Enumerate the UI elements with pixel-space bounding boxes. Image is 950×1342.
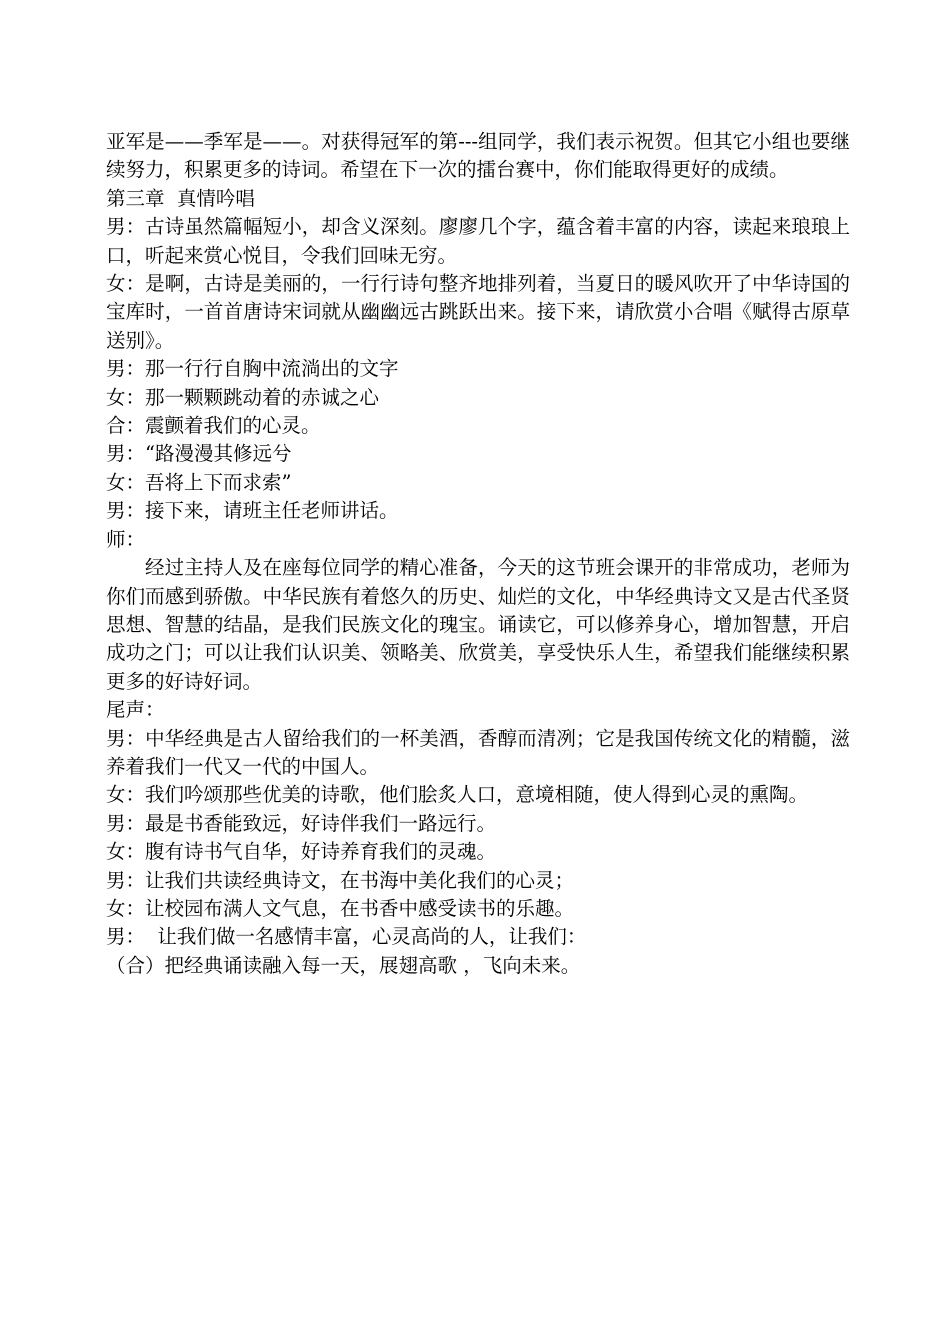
teacher-label: 师： — [106, 527, 146, 551]
paragraph-female-1: 女：是啊，古诗是美丽的，一行行诗句整齐地排列着，当夏日的暖风吹开了中华诗国的宝库时，一首首唐诗宋词就从幽幽远古跳跃出来。接下来，请欣赏小合唱《赋得古原草送别》。 — [106, 272, 850, 352]
line-male-2: 男：那一行行自胸中流淌出的文字 — [106, 357, 399, 381]
line-female-6: 女：腹有诗书气自华，好诗养育我们的灵魂。 — [106, 840, 497, 864]
paragraph-teacher-speech: 经过主持人及在座每位同学的精心准备，今天的这节班会课开的非常成功，老师为你们而感到骄傲。中华民族有着悠久的历史、灿烂的文化，中华经典诗文又是古代圣贤思想、智慧的结晶，是我们民族文化的瑰宝。诵读它，可以修养身心，增加智慧，开启成功之门；可以让我们认识美、领略美、欣赏美，享受快乐人生，希望我们能继续积累更多的好诗好词。 — [106, 556, 850, 693]
line-female-3: 女：吾将上下而求索” — [106, 470, 292, 494]
line-male-6: 男：最是书香能致远，好诗伴我们一路远行。 — [106, 811, 497, 835]
document-page — [106, 128, 850, 980]
line-male-8: 男： 让我们做一名感情丰富，心灵高尚的人，让我们： — [106, 925, 587, 949]
line-together-1: 合：震颤着我们的心灵。 — [106, 414, 321, 438]
chapter-heading: 第三章 真情吟唱 — [106, 186, 255, 210]
epilogue-heading: 尾声： — [106, 698, 165, 722]
paragraph-female-5: 女：我们吟颂那些优美的诗歌，他们脍炙人口，意境相随，使人得到心灵的熏陶。 — [106, 783, 809, 807]
paragraph-results: 亚军是——季军是——。对获得冠军的第---组同学，我们表示祝贺。但其它小组也要继续努力，积累更多的诗词。希望在下一次的擂台赛中，你们能取得更好的成绩。 — [106, 130, 850, 182]
paragraph-male-1: 男：古诗虽然篇幅短小，却含义深刻。廖廖几个字，蕴含着丰富的内容，读起来琅琅上口，听起来赏心悦目，令我们回味无穷。 — [106, 215, 850, 267]
line-female-2: 女：那一颗颗跳动着的赤诚之心 — [106, 385, 380, 409]
line-female-7: 女：让校园布满人文气息，在书香中感受读书的乐趣。 — [106, 896, 575, 920]
line-together-2: （合）把经典诵读融入每一天，展翅高歌 ，飞向未来。 — [106, 953, 581, 977]
paragraph-male-5: 男：中华经典是古人留给我们的一杯美酒，香醇而清冽；它是我国传统文化的精髓，滋养着我们一代又一代的中国人。 — [106, 726, 850, 778]
line-male-3: 男：“路漫漫其修远兮 — [106, 442, 292, 466]
line-male-4: 男：接下来，请班主任老师讲话。 — [106, 499, 399, 523]
line-male-7: 男：让我们共读经典诗文，在书海中美化我们的心灵； — [106, 868, 575, 892]
